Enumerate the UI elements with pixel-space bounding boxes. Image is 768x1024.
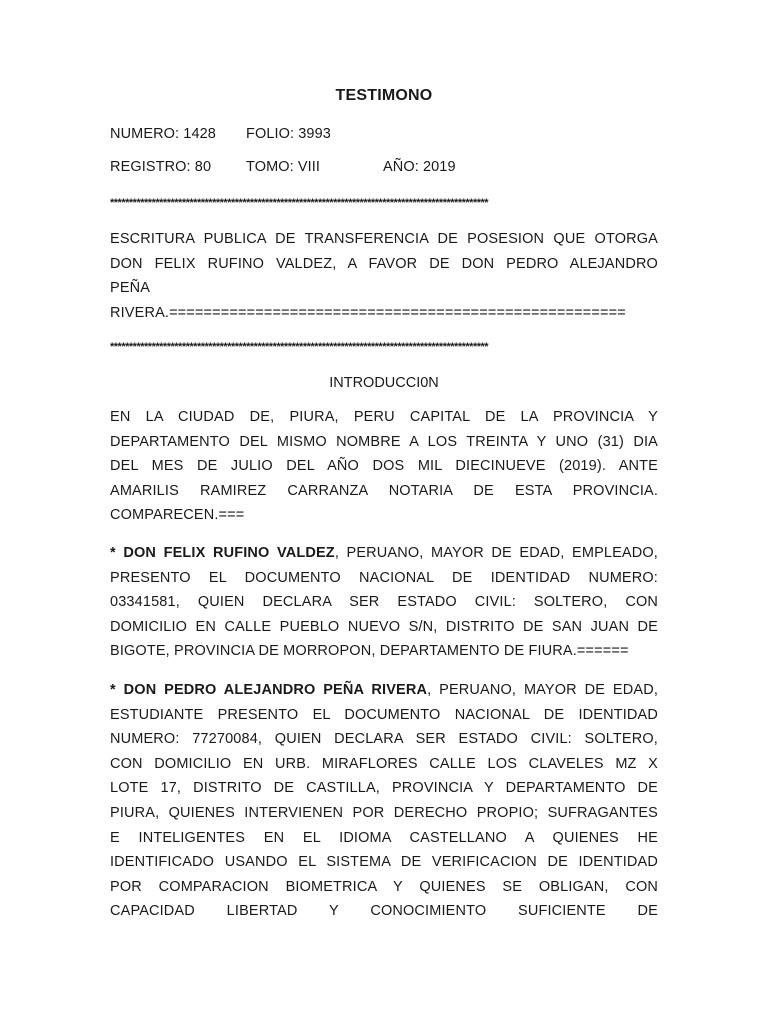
- intro-line: DEL MES DE JULIO DEL AÑO DOS MIL DIECINUEVE (2019). ANTE: [110, 458, 658, 475]
- numero-field: NUMERO: 1428: [110, 126, 216, 142]
- party1-line: 03341581, QUIEN DECLARA SER ESTADO CIVIL: SOLTERO, CON: [110, 594, 658, 611]
- introduccion-heading: INTRODUCCI0N: [329, 375, 439, 391]
- escritura-line: ESCRITURA PUBLICA DE TRANSFERENCIA DE POSESION QUE OTORGA: [110, 231, 658, 247]
- intro-line: DEPARTAMENTO DEL MISMO NOMBRE A LOS TREINTA Y UNO (31) DIA: [110, 433, 658, 450]
- party1-line: BIGOTE, PROVINCIA DE MORROPON, DEPARTAMENTO DE FIURA.======: [110, 643, 629, 660]
- anio-field: AÑO: 2019: [383, 159, 456, 175]
- folio-field: FOLIO: 3993: [246, 126, 331, 142]
- party2-line: NUMERO: 77270084, QUIEN DECLARA SER ESTADO CIVIL: SOLTERO,: [110, 731, 658, 748]
- escritura-line: PEÑA: [110, 280, 151, 297]
- document-title: TESTIMONO: [335, 87, 433, 104]
- intro-paragraph: [110, 405, 658, 528]
- intro-line: COMPARECEN.===: [110, 507, 245, 524]
- party1-line: PRESENTO EL DOCUMENTO NACIONAL DE IDENTIDAD NUMERO:: [110, 569, 658, 586]
- intro-line: AMARILIS RAMIREZ CARRANZA NOTARIA DE ESTA PROVINCIA.: [110, 482, 658, 499]
- party2-paragraph: [110, 678, 658, 924]
- escritura-line: RIVERA.=====================================================: [110, 304, 626, 321]
- party1-line1-rest: , PERUANO, MAYOR DE EDAD, EMPLEADO,: [334, 545, 658, 561]
- intro-line: EN LA CIUDAD DE, PIURA, PERU CAPITAL DE LA PROVINCIA Y: [110, 409, 658, 425]
- party2-line: LOTE 17, DISTRITO DE CASTILLA, PROVINCIA Y DEPARTAMENTO DE: [110, 780, 658, 797]
- party2-name: * DON PEDRO ALEJANDRO PEÑA RIVERA: [110, 682, 428, 698]
- party2-line: E INTELIGENTES EN EL IDIOMA CASTELLANO A QUIENES HE: [110, 829, 658, 846]
- party2-line: CAPACIDAD LIBERTAD Y CONOCIMIENTO SUFICIENTE DE: [110, 903, 658, 920]
- party2-line: CON DOMICILIO EN URB. MIRAFLORES CALLE LOS CLAVELES MZ X: [110, 755, 658, 772]
- party1-name: * DON FELIX RUFINO VALDEZ: [110, 545, 335, 561]
- escritura-heading: [110, 227, 658, 325]
- registro-field: REGISTRO: 80: [110, 159, 212, 175]
- party2-line: ESTUDIANTE PRESENTO EL DOCUMENTO NACIONAL DE IDENTIDAD: [110, 706, 658, 723]
- party2-line1-rest: , PERUANO, MAYOR DE EDAD,: [427, 682, 659, 698]
- party1-line: [110, 541, 658, 566]
- party2-line: PIURA, QUIENES INTERVIENEN POR DERECHO PROPIO; SUFRAGANTES: [110, 804, 658, 821]
- star-separator-top: ****************************************************************************************************: [110, 197, 489, 209]
- party1-line: DOMICILIO EN CALLE PUEBLO NUEVO S/N, DISTRITO DE SAN JUAN DE: [110, 618, 658, 635]
- party2-line: [110, 678, 658, 703]
- escritura-line: DON FELIX RUFINO VALDEZ, A FAVOR DE DON PEDRO ALEJANDRO: [110, 255, 658, 272]
- party2-line: IDENTIFICADO USANDO EL SISTEMA DE VERIFICACION DE IDENTIDAD: [110, 854, 658, 871]
- tomo-field: TOMO: VIII: [246, 159, 321, 175]
- party2-line: POR COMPARACION BIOMETRICA Y QUIENES SE OBLIGAN, CON: [110, 878, 658, 895]
- party1-paragraph: [110, 541, 658, 664]
- star-separator-bottom: ****************************************************************************************************: [110, 341, 489, 353]
